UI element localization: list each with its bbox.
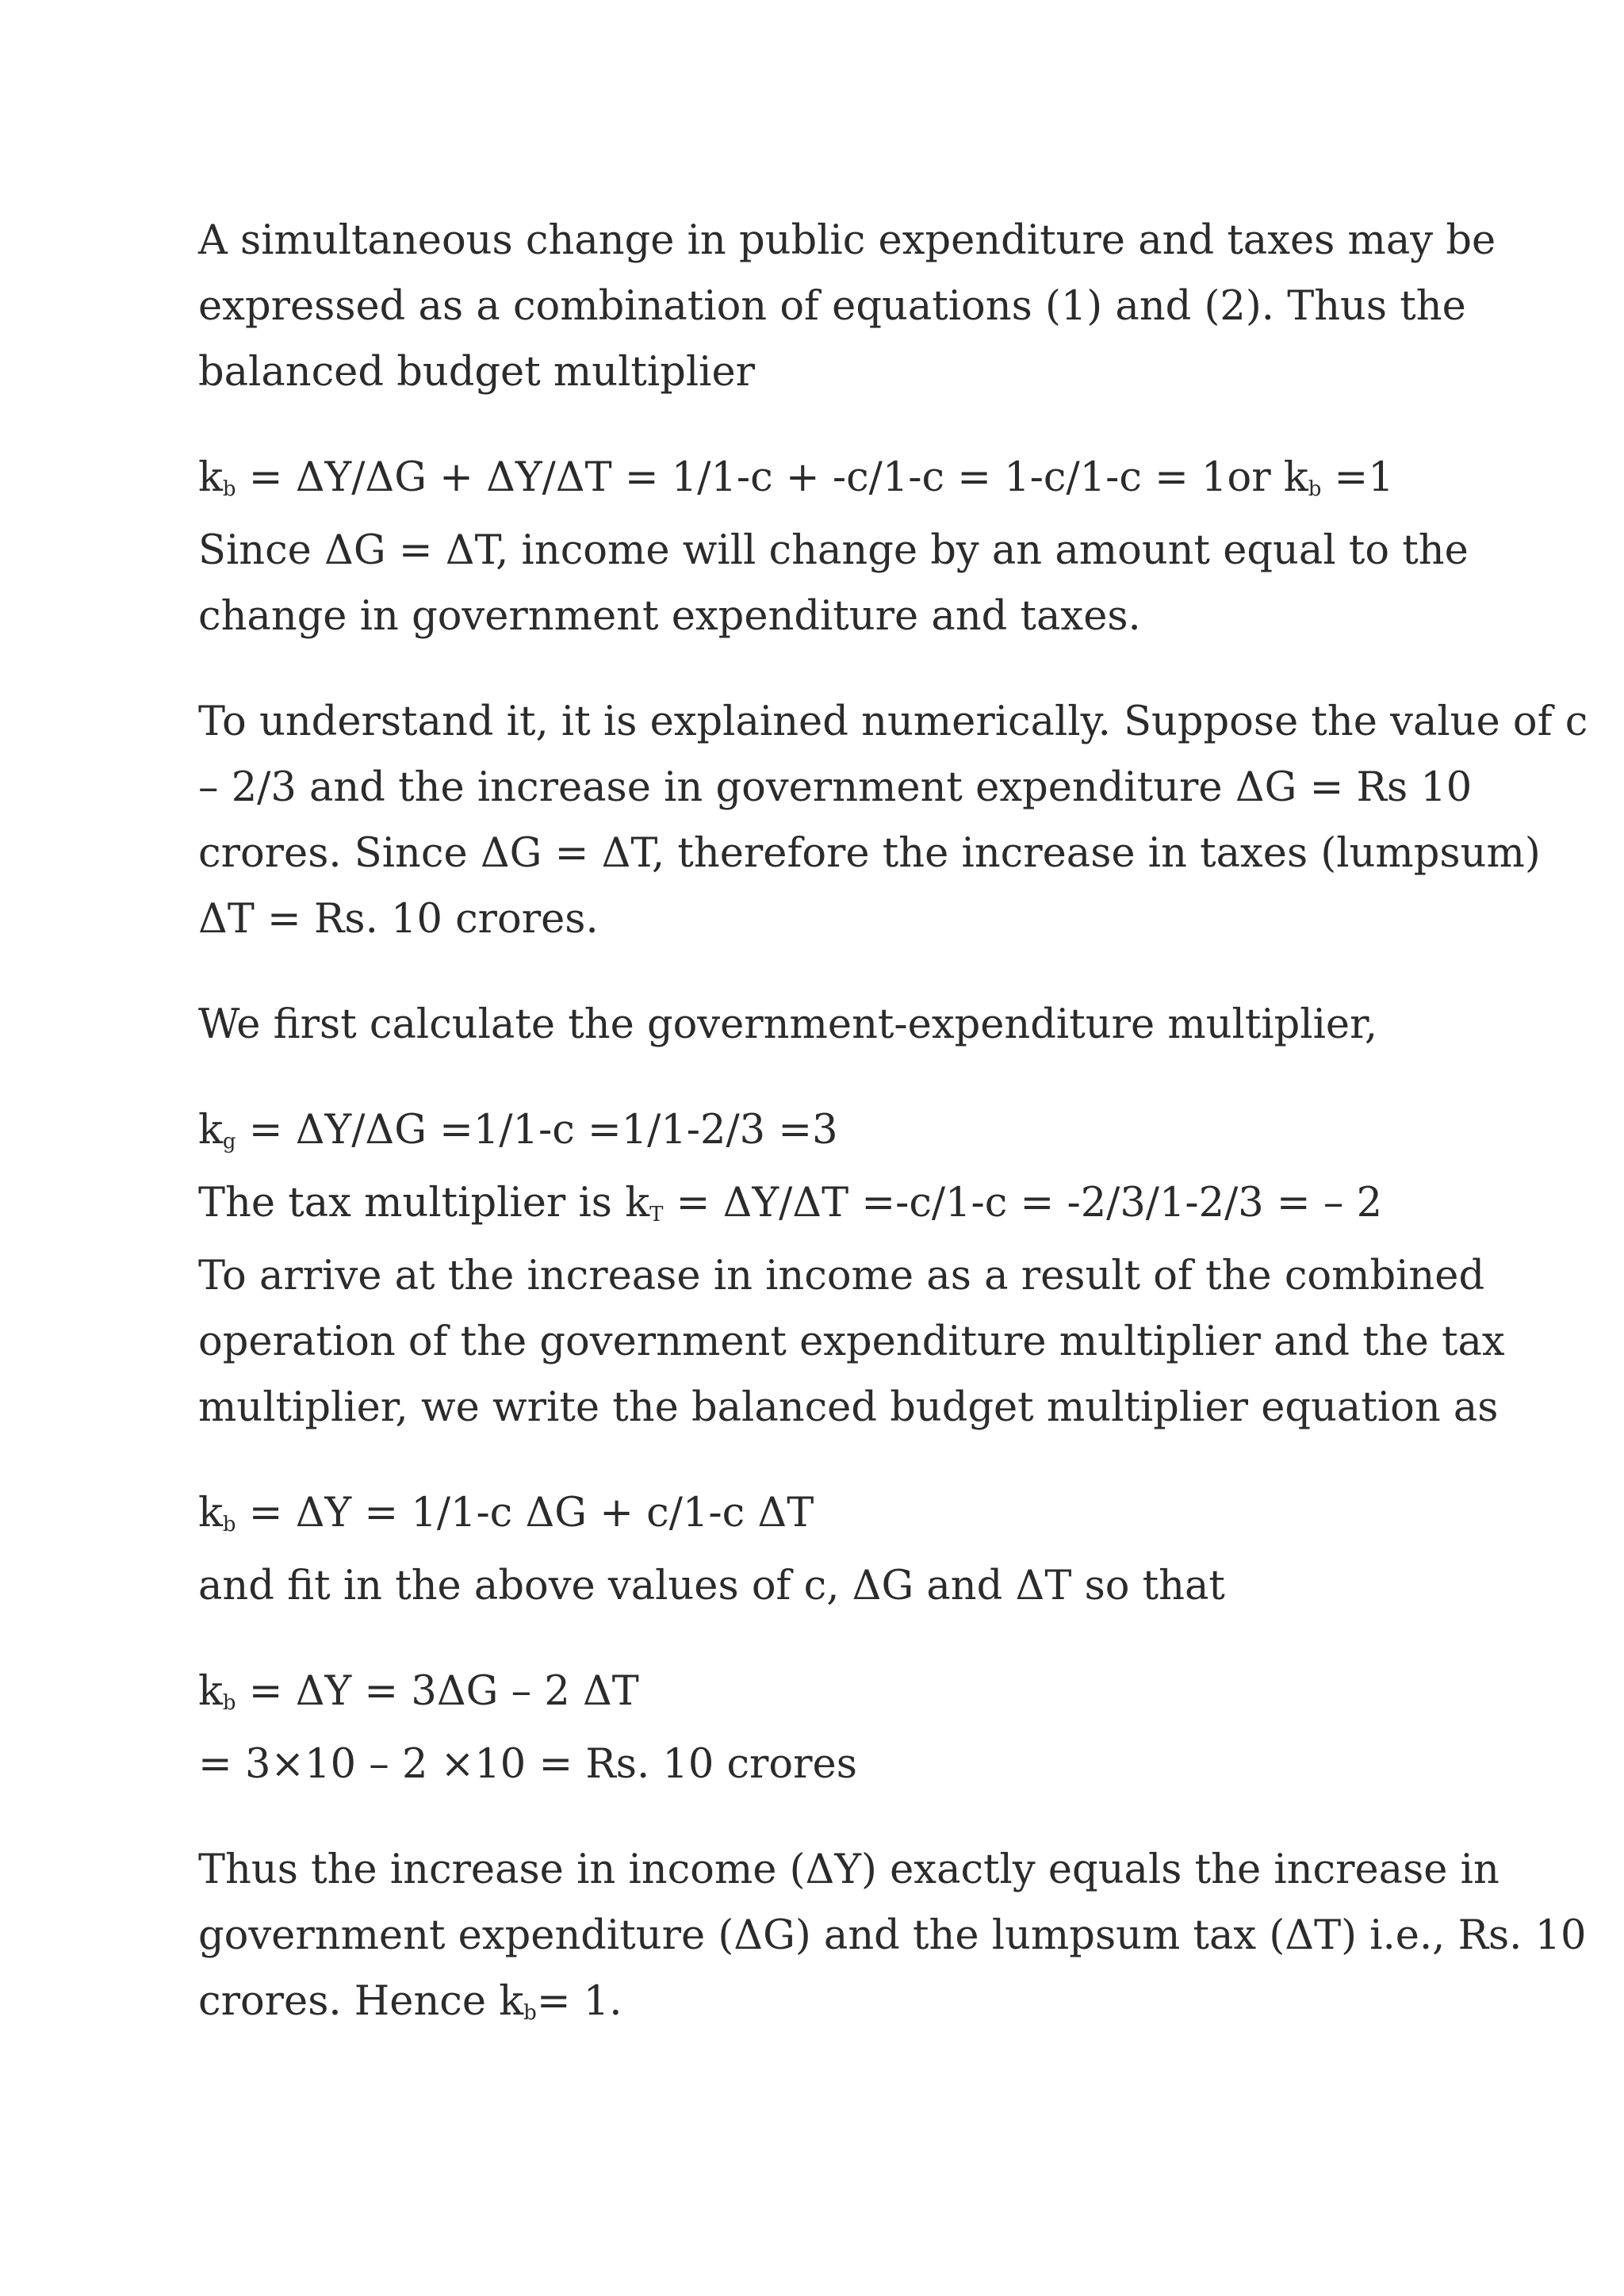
subscript: b xyxy=(222,1513,236,1536)
subscript: b xyxy=(222,1691,236,1715)
subscript: T xyxy=(649,1203,664,1226)
subscript: b xyxy=(222,477,236,501)
paragraph xyxy=(198,689,1588,952)
paragraph xyxy=(198,445,1499,649)
text-line: multiplier, we write the balanced budget multiplier equation as xyxy=(198,1384,1499,1431)
paragraph xyxy=(198,1480,1499,1619)
text-line: change in government expenditure and taxes. xyxy=(198,593,1141,640)
subscript: b xyxy=(1308,477,1322,501)
text-line: To arrive at the increase in income as a result of the combined xyxy=(198,1253,1485,1299)
text-line: operation of the government expenditure multiplier and the tax xyxy=(198,1318,1505,1365)
document-page xyxy=(198,208,1588,2042)
text-line: and fit in the above values of c, ΔG and ΔT so that xyxy=(198,1563,1225,1609)
text-line: Thus the increase in income (ΔY) exactly equals the increase in xyxy=(198,1846,1500,1893)
paragraph xyxy=(198,208,1499,405)
text-line: Since ΔG = ΔT, income will change by an amount equal to the xyxy=(198,527,1469,574)
equation-line: kb = ΔY = 1/1-c ΔG + c/1-c ΔT xyxy=(198,1490,814,1536)
text-line: crores. Hence kb= 1. xyxy=(198,1978,622,2025)
equation-line: The tax multiplier is kT = ΔY/ΔT =-c/1-c = -2/3/1-2/3 = – 2 xyxy=(198,1180,1383,1226)
text-line: A simultaneous change in public expenditure and taxes may be xyxy=(198,217,1496,264)
text-line: expressed as a combination of equations (1) and (2). Thus the xyxy=(198,283,1466,330)
text-line: We first calculate the government-expenditure multiplier, xyxy=(198,1001,1378,1048)
subscript: g xyxy=(222,1130,236,1154)
equation-line: = 3×10 – 2 ×10 = Rs. 10 crores xyxy=(198,1741,857,1788)
equation-line: kb = ΔY = 3ΔG – 2 ΔT xyxy=(198,1668,639,1715)
equation-line: kg = ΔY/ΔG =1/1-c =1/1-2/3 =3 xyxy=(198,1107,838,1154)
text-line: government expenditure (ΔG) and the lumpsum tax (ΔT) i.e., Rs. 10 xyxy=(198,1912,1587,1959)
paragraph xyxy=(198,992,1499,1058)
paragraph xyxy=(198,1097,1505,1441)
text-line: – 2/3 and the increase in government expenditure ΔG = Rs 10 xyxy=(198,764,1473,811)
subscript: b xyxy=(523,2001,537,2025)
text-line: To understand it, it is explained numerically. Suppose the value of c xyxy=(198,698,1588,745)
equation-line: kb = ΔY/ΔG + ΔY/ΔT = 1/1-c + -c/1-c = 1-c/1-c = 1or kb =1 xyxy=(198,454,1394,501)
paragraph xyxy=(198,1659,1499,1797)
text-line: crores. Since ΔG = ΔT, therefore the increase in taxes (lumpsum) xyxy=(198,830,1541,877)
text-line: balanced budget multiplier xyxy=(198,349,756,396)
paragraph xyxy=(198,1837,1587,2042)
text-line: ΔT = Rs. 10 crores. xyxy=(198,896,599,943)
